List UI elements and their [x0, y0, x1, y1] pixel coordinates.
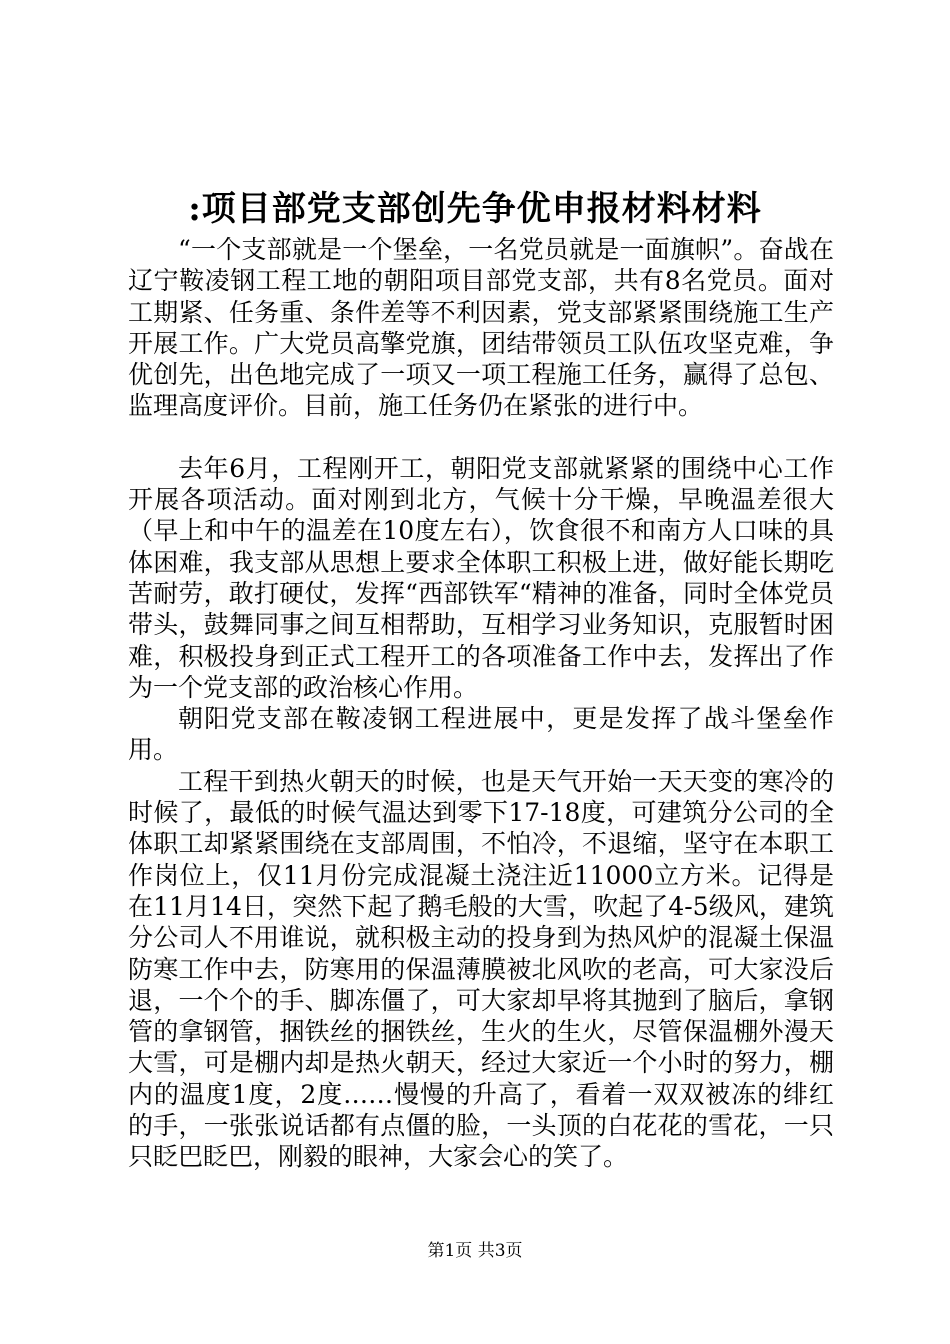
paragraph-winter-work: 工程干到热火朝天的时候，也是天气开始一天天变的寒冷的时候了，最低的时候气温达到零下17-18度，可建筑分公司的全体职工却紧紧围绕在支部周围，不怕冷，不退缩，坚守在本职工作岗位上，仅11月份完成混凝土浇注近11000立方米。记得是在11月14日，突然下起了鹅毛般的大雪，吹起了4-5级风，建筑分公司人不用谁说，就积极主动的投身到为热风炉的混凝土保温防寒工作中去，防寒用的保温薄膜被北风吹的老高，可大家没后退，一个个的手、脚冻僵了，可大家却早将其抛到了脑后，拿钢管的拿钢管，捆铁丝的捆铁丝，生火的生火，尽管保温棚外漫天大雪，可是棚内却是热火朝天，经过大家近一个小时的努力，棚内的温度1度，2度……慢慢的升高了，看着一双双被冻的绯红的手，一张张说话都有点僵的脸，一头顶的白花花的雪花，一只只眨巴眨巴，刚毅的眼神，大家会心的笑了。 — [128, 766, 834, 1172]
paragraph-intro: “一个支部就是一个堡垒，一名党员就是一面旗帜”。奋战在辽宁鞍凌钢工程工地的朝阳项目部党支部，共有8名党员。面对工期紧、任务重、条件差等不利因素，党支部紧紧围绕施工生产开展工作。广大党员高擎党旗，团结带领员工队伍攻坚克难，争优创先，出色地完成了一项又一项工程施工任务，赢得了总包、监理高度评价。目前，施工任务仍在紧张的进行中。 — [128, 235, 834, 421]
paragraph-fortress-role: 朝阳党支部在鞍凌钢工程进展中，更是发挥了战斗堡垒作用。 — [128, 704, 834, 765]
paragraph-june-start: 去年6月，工程刚开工，朝阳党支部就紧紧的围绕中心工作开展各项活动。面对刚到北方，气候十分干燥，早晚温差很大（早上和中午的温差在10度左右），饮食很不和南方人口味的具体困难，我支部从思想上要求全体职工积极上进，做好能长期吃苦耐劳，敢打硬仗，发挥“西部铁军“精神的准备，同时全体党员带头，鼓舞同事之间互相帮助，互相学习业务知识，克服暂时困难，积极投身到正式工程开工的各项准备工作中去，发挥出了作为一个党支部的政治核心作用。 — [128, 453, 834, 702]
document-title: :项目部党支部创先争优申报材料材料 — [188, 189, 762, 229]
document-body — [128, 234, 834, 1173]
page-footer: 第1页 共3页 — [427, 1241, 523, 1261]
